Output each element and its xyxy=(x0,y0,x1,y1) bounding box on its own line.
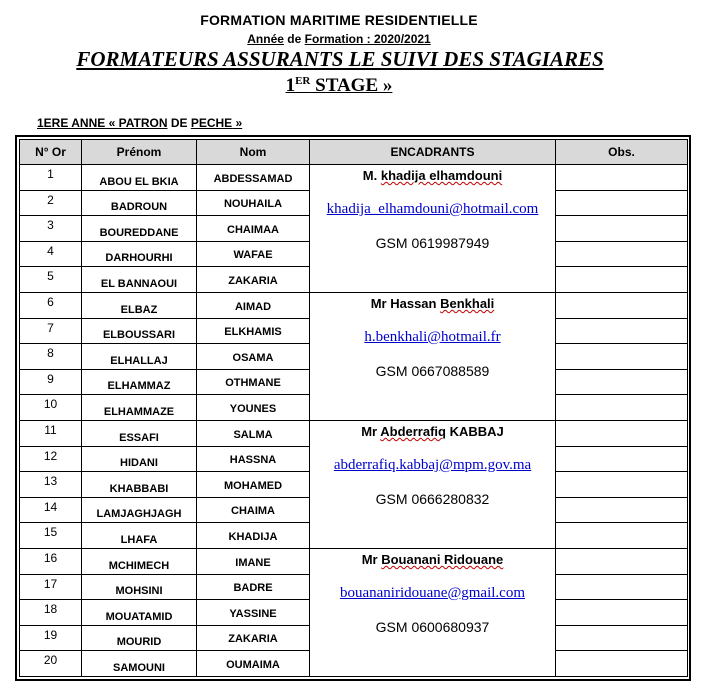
encadrant-email-link[interactable]: abderrafiq.kabbaj@mpm.gov.ma xyxy=(333,456,532,473)
table-row xyxy=(20,420,688,446)
cell-num: 1 xyxy=(20,165,82,191)
cell-nom: ABDESSAMAD xyxy=(213,172,293,185)
cell-obs[interactable] xyxy=(556,344,688,370)
stage-sup: ER xyxy=(295,75,311,87)
cell-nom-wrap xyxy=(197,216,310,242)
cell-nom: HASSNA xyxy=(229,454,277,467)
col-header-prenom: Prénom xyxy=(82,140,197,165)
cell-nom: IMANE xyxy=(235,556,271,569)
encadrant-surname: Abderrafiq xyxy=(380,423,446,439)
cell-num: 15 xyxy=(20,523,82,549)
cell-nom: OTHMANE xyxy=(225,377,281,390)
cell-prenom: MOHSINI xyxy=(82,574,197,600)
cell-nom-wrap xyxy=(197,292,310,318)
cell-num: 7 xyxy=(20,318,82,344)
cell-nom: CHAIMA xyxy=(231,505,275,518)
table-body xyxy=(20,165,688,677)
cell-nom-wrap xyxy=(197,395,310,421)
cell-obs[interactable] xyxy=(556,369,688,395)
cell-num: 9 xyxy=(20,369,82,395)
encadrant-name xyxy=(310,552,555,567)
col-header-num: N° Or xyxy=(20,140,82,165)
encadrant-phone: GSM 0667088589 xyxy=(375,362,490,379)
cell-nom-wrap xyxy=(197,651,310,677)
cell-nom: SALMA xyxy=(233,428,273,441)
encadrant-surname-after: KABBAJ xyxy=(445,423,504,439)
cell-obs[interactable] xyxy=(556,625,688,651)
year-label-c: Formation xyxy=(304,32,364,46)
encadrant-block xyxy=(310,548,556,676)
cell-nom-wrap xyxy=(197,241,310,267)
year-value: : 2020/2021 xyxy=(363,32,431,46)
encadrant-block xyxy=(310,165,556,293)
cell-prenom: MOUATAMID xyxy=(82,600,197,626)
cell-num: 16 xyxy=(20,548,82,574)
cell-obs[interactable] xyxy=(556,395,688,421)
encadrant-surname: Benkhali xyxy=(440,295,495,311)
cell-prenom: MOURID xyxy=(82,625,197,651)
cell-nom-wrap xyxy=(197,472,310,498)
cell-num: 11 xyxy=(20,420,82,446)
cell-nom: MOHAMED xyxy=(223,479,283,492)
cell-obs[interactable] xyxy=(556,472,688,498)
cell-prenom: DARHOURHI xyxy=(82,241,197,267)
encadrant-title: Mr Hassan xyxy=(370,295,441,311)
cell-nom: ELKHAMIS xyxy=(224,326,282,339)
cell-nom: OSAMA xyxy=(232,351,274,364)
cell-nom-wrap xyxy=(197,344,310,370)
cell-num: 13 xyxy=(20,472,82,498)
cell-prenom: ABOU EL BKIA xyxy=(82,165,197,191)
document-title-line1: FORMATION MARITIME RESIDENTIELLE xyxy=(200,12,478,28)
cell-prenom: ELBAZ xyxy=(82,292,197,318)
cell-prenom: ELHALLAJ xyxy=(82,344,197,370)
cell-obs[interactable] xyxy=(556,548,688,574)
cell-nom: YOUNES xyxy=(229,402,277,415)
cell-prenom: SAMOUNI xyxy=(82,651,197,677)
document-title-line2 xyxy=(0,32,678,46)
cell-nom-wrap xyxy=(197,267,310,293)
encadrant-email-link[interactable]: h.benkhali@hotmail.fr xyxy=(364,328,501,345)
col-header-encadrants: ENCADRANTS xyxy=(310,140,556,165)
cell-prenom: KHABBABI xyxy=(82,472,197,498)
stage-number: 1 xyxy=(285,75,296,96)
cell-num: 4 xyxy=(20,241,82,267)
cell-nom-wrap xyxy=(197,318,310,344)
cell-prenom: ELHAMMAZE xyxy=(82,395,197,421)
cell-obs[interactable] xyxy=(556,216,688,242)
cell-nom: BADRE xyxy=(233,582,273,595)
cell-nom-wrap xyxy=(197,369,310,395)
cell-nom-wrap xyxy=(197,574,310,600)
cell-obs[interactable] xyxy=(556,497,688,523)
cell-nom: AIMAD xyxy=(234,300,272,313)
encadrant-block xyxy=(310,292,556,420)
cell-nom: YASSINE xyxy=(229,607,277,620)
cell-obs[interactable] xyxy=(556,651,688,677)
cell-prenom: HIDANI xyxy=(82,446,197,472)
cell-obs[interactable] xyxy=(556,190,688,216)
cell-prenom: ELBOUSSARI xyxy=(82,318,197,344)
cell-obs[interactable] xyxy=(556,446,688,472)
cell-nom: ZAKARIA xyxy=(228,633,278,646)
encadrant-surname: Bouanani Ridouane xyxy=(381,551,504,567)
cell-prenom: LHAFA xyxy=(82,523,197,549)
encadrant-title: Mr xyxy=(361,551,382,567)
cell-nom-wrap xyxy=(197,165,310,191)
encadrant-phone: GSM 0619987949 xyxy=(375,235,490,251)
section-subtitle xyxy=(37,116,242,130)
cell-obs[interactable] xyxy=(556,420,688,446)
subtitle-part-e: PECHE xyxy=(190,116,233,130)
subtitle-part-d: DE xyxy=(167,116,191,130)
cell-prenom: LAMJAGHJAGH xyxy=(82,497,197,523)
cell-prenom: BOUREDDANE xyxy=(82,216,197,242)
encadrant-block xyxy=(310,420,556,548)
cell-num: 10 xyxy=(20,395,82,421)
table-row xyxy=(20,292,688,318)
cell-num: 14 xyxy=(20,497,82,523)
cell-nom-wrap xyxy=(197,523,310,549)
trainees-table xyxy=(19,139,688,677)
encadrant-phone: GSM 0600680937 xyxy=(375,618,490,635)
encadrant-title: Mr xyxy=(361,423,381,439)
subtitle-part-c: PATRON xyxy=(118,116,168,130)
cell-obs[interactable] xyxy=(556,292,688,318)
document-title-line3: FORMATEURS ASSURANTS LE SUIVI DES STAGIARES xyxy=(76,47,604,71)
cell-prenom: MCHIMECH xyxy=(82,548,197,574)
cell-num: 2 xyxy=(20,190,82,216)
col-header-nom: Nom xyxy=(197,140,310,165)
stage-label: STAGE » xyxy=(310,75,393,96)
cell-num: 5 xyxy=(20,267,82,293)
cell-nom: ZAKARIA xyxy=(228,274,278,287)
col-header-obs: Obs. xyxy=(556,140,688,165)
cell-nom-wrap xyxy=(197,548,310,574)
cell-num: 6 xyxy=(20,292,82,318)
encadrant-surname: khadija elhamdouni xyxy=(380,168,503,183)
cell-nom-wrap xyxy=(197,600,310,626)
year-label-b: de xyxy=(287,32,302,46)
cell-num: 20 xyxy=(20,651,82,677)
cell-nom-wrap xyxy=(197,446,310,472)
cell-nom: NOUHAILA xyxy=(223,198,283,211)
encadrant-name xyxy=(310,168,555,183)
cell-obs[interactable] xyxy=(556,574,688,600)
subtitle-part-f: » xyxy=(232,116,243,130)
encadrant-email-link[interactable]: bouananiridouane@gmail.com xyxy=(339,584,525,601)
cell-obs[interactable] xyxy=(556,600,688,626)
cell-nom: KHADIJA xyxy=(228,530,278,543)
cell-obs[interactable] xyxy=(556,318,688,344)
document-title-line4 xyxy=(0,75,678,97)
cell-prenom: BADROUN xyxy=(82,190,197,216)
cell-obs[interactable] xyxy=(556,165,688,191)
cell-num: 17 xyxy=(20,574,82,600)
encadrant-title: M. xyxy=(362,168,381,183)
cell-obs[interactable] xyxy=(556,241,688,267)
cell-obs[interactable] xyxy=(556,523,688,549)
cell-prenom: ELHAMMAZ xyxy=(82,369,197,395)
encadrant-phone: GSM 0666280832 xyxy=(375,490,490,507)
cell-prenom: EL BANNAOUI xyxy=(82,267,197,293)
subtitle-part-a: 1ERE ANNE xyxy=(37,116,106,130)
cell-nom: OUMAIMA xyxy=(226,658,280,671)
cell-num: 3 xyxy=(20,216,82,242)
subtitle-part-b: « xyxy=(105,116,119,130)
cell-prenom: ESSAFI xyxy=(82,420,197,446)
cell-nom-wrap xyxy=(197,190,310,216)
encadrant-email-link[interactable]: khadija_elhamdouni@hotmail.com xyxy=(326,201,539,217)
cell-num: 12 xyxy=(20,446,82,472)
cell-num: 19 xyxy=(20,625,82,651)
table-row xyxy=(20,548,688,574)
encadrant-name xyxy=(310,424,555,439)
cell-num: 18 xyxy=(20,600,82,626)
cell-nom-wrap xyxy=(197,497,310,523)
cell-nom-wrap xyxy=(197,625,310,651)
cell-nom-wrap xyxy=(197,420,310,446)
encadrant-name xyxy=(310,296,555,311)
cell-nom: WAFAE xyxy=(233,249,273,262)
table-row xyxy=(20,165,688,191)
cell-obs[interactable] xyxy=(556,267,688,293)
cell-nom: CHAIMAA xyxy=(227,223,279,236)
cell-num: 8 xyxy=(20,344,82,370)
year-label-a: Année xyxy=(247,32,284,46)
